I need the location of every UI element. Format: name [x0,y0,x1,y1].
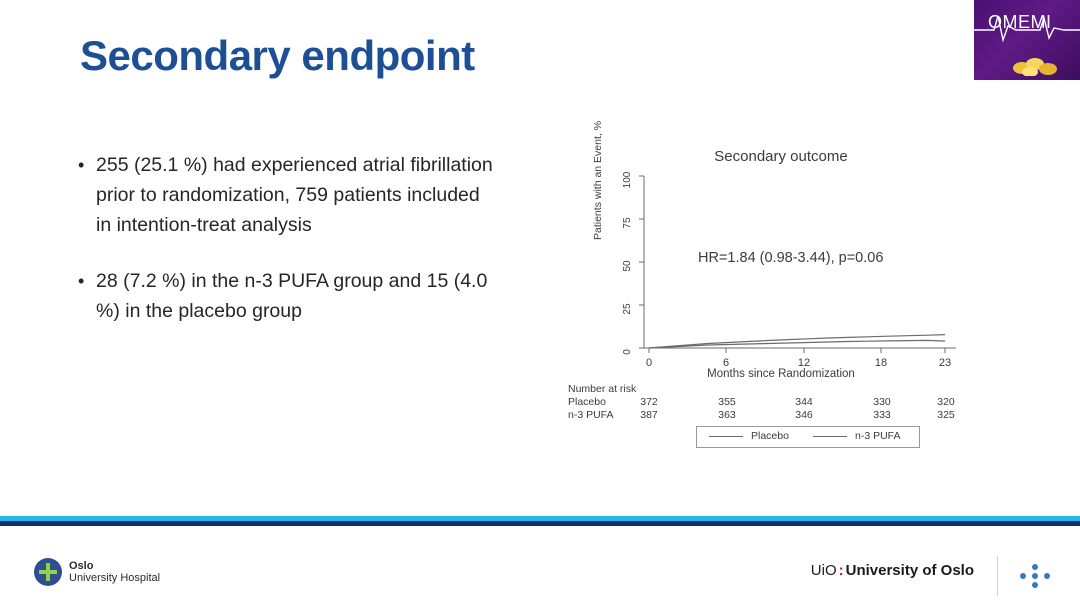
table-row [568,409,1008,422]
risk-cell: 355 [718,396,736,408]
risk-cell: 344 [795,396,813,408]
table-row [568,396,1008,409]
svg-text:25: 25 [622,303,633,315]
risk-cell: 346 [795,409,813,421]
chart-ylabel: Patients with an Event, % [592,120,604,240]
omemi-logo [974,0,1080,80]
hospital-name-line1: Oslo [69,560,94,572]
legend-entry-pufa: n-3 PUFA [855,430,901,442]
risk-cell: 325 [937,409,955,421]
risk-cell: 320 [937,396,955,408]
uio-name: University of Oslo [845,562,974,579]
svg-text:6: 6 [722,357,730,369]
omemi-logo-text: OMEMI [988,12,1052,32]
footer [0,526,1080,607]
svg-text:23: 23 [938,357,952,369]
oslo-university-hospital-logo [34,558,160,586]
svg-text:12: 12 [797,357,811,369]
pills-icon [1008,50,1064,76]
list-item [78,266,498,326]
uio-prefix: UiO [810,562,837,579]
risk-table-title: Number at risk [568,383,637,395]
chart-title: Secondary outcome [714,148,848,165]
risk-cell: 387 [640,409,658,421]
hospital-cross-icon [34,558,62,586]
svg-text:18: 18 [874,357,888,369]
svg-text:0: 0 [645,357,653,369]
risk-cell: 363 [718,409,736,421]
chart-legend [696,426,920,448]
dots-decoration [1020,564,1052,590]
svg-text:75: 75 [622,217,633,229]
hospital-name-line2: University Hospital [69,572,161,584]
number-at-risk-table [568,383,1008,422]
svg-text:50: 50 [622,260,633,272]
bullet-marker: • [78,271,85,291]
risk-cell: 333 [873,409,891,421]
bullet-marker: • [78,155,85,175]
chart-xlabel: Months since Randomization [707,368,855,380]
risk-cell: 372 [640,396,658,408]
bullet-text: 28 (7.2 %) in the n-3 PUFA group and 15 (4.0 %) in the placebo group [96,270,488,322]
secondary-outcome-figure [556,120,1006,470]
risk-row-label: n-3 PUFA [568,409,614,421]
svg-text:0: 0 [622,349,633,355]
bullet-text: 255 (25.1 %) had experienced atrial fibrillation prior to randomization, 759 patients included in intention-treat analysis [96,154,493,236]
page-title: Secondary endpoint [80,32,475,79]
legend-entry-placebo: Placebo [751,430,789,442]
svg-text:100: 100 [622,171,633,189]
footer-divider [997,556,998,596]
risk-row-label: Placebo [568,396,606,408]
uio-separator: : [838,562,844,579]
list-item [78,150,498,240]
chart-annotation: HR=1.84 (0.98-3.44), p=0.06 [698,250,884,266]
chart-plot [556,140,1006,380]
risk-cell: 330 [873,396,891,408]
bullet-list [78,150,498,352]
university-of-oslo-logo [811,562,974,579]
